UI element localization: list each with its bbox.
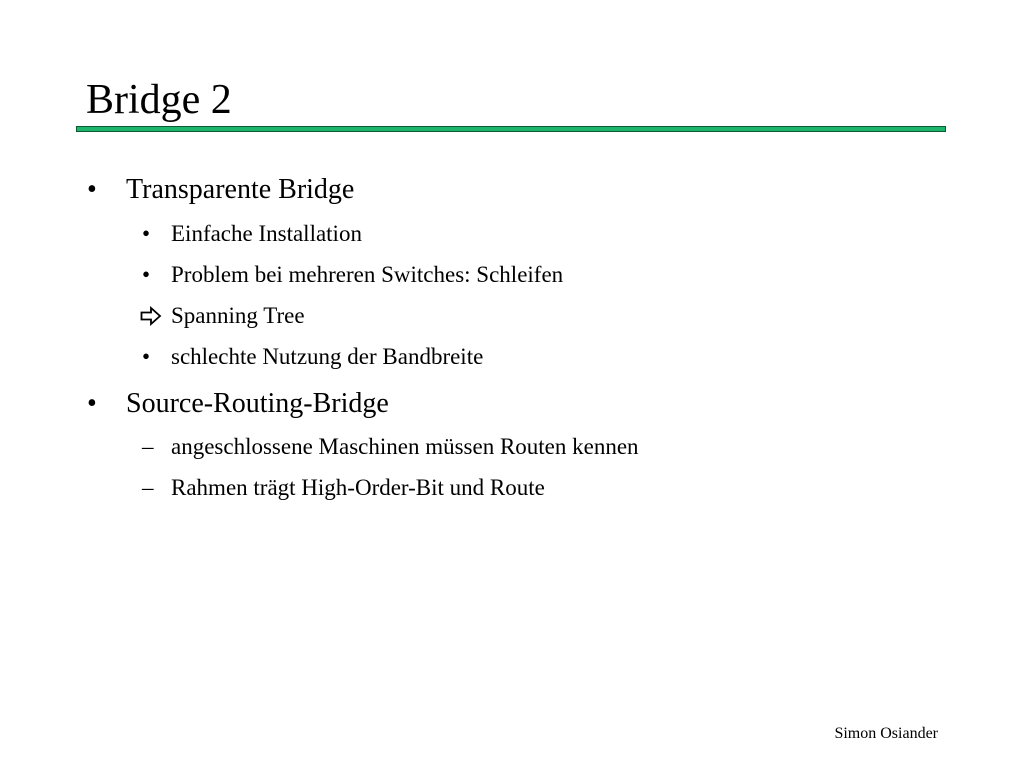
bullet-marker: • (87, 388, 97, 419)
bullet-text: angeschlossene Maschinen müssen Routen kennen (171, 434, 639, 459)
bullet-transparente-bridge (87, 174, 355, 206)
dash-marker: – (142, 475, 154, 500)
sub-bullet-routen-kennen (142, 434, 639, 460)
bullet-text: Problem bei mehreren Switches: Schleifen (171, 262, 564, 287)
slide-title: Bridge 2 (86, 77, 232, 123)
bullet-source-routing-bridge (87, 388, 389, 420)
bullet-marker: • (87, 174, 97, 205)
bullet-text: Rahmen trägt High-Order-Bit und Route (171, 475, 545, 500)
sub-bullet-bandbreite (142, 344, 484, 370)
title-underline (76, 126, 946, 132)
dash-marker: – (142, 434, 154, 459)
bullet-text: schlechte Nutzung der Bandbreite (171, 344, 484, 369)
bullet-text: Einfache Installation (171, 221, 362, 246)
bullet-marker: • (142, 221, 151, 246)
bullet-marker: • (142, 262, 151, 287)
sub-bullet-problem-schleifen (142, 262, 564, 288)
sub-bullet-spanning-tree (171, 303, 305, 329)
bullet-marker: • (142, 344, 151, 369)
footer-author: Simon Osiander (834, 725, 938, 742)
sub-bullet-high-order-bit (142, 475, 545, 501)
bullet-text: Spanning Tree (171, 303, 305, 328)
arrow-right-icon (140, 306, 162, 326)
bullet-text: Source-Routing-Bridge (126, 388, 389, 419)
bullet-text: Transparente Bridge (126, 174, 355, 205)
sub-bullet-einfache-installation (142, 221, 362, 247)
